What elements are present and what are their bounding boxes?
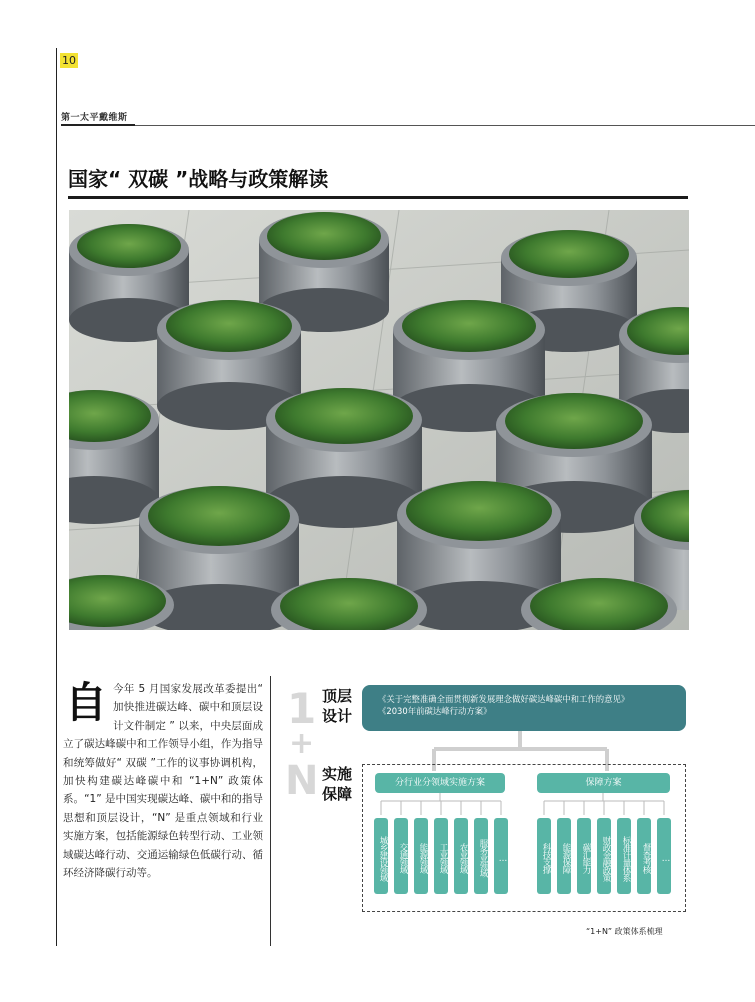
page-number: 10 [62, 54, 76, 67]
diagram-big-n: N [285, 758, 319, 804]
guarantee-item: … [657, 818, 671, 894]
column-divider [270, 676, 271, 946]
group-guarantee-plans: 保障方案 [537, 773, 670, 793]
label-top-design: 顶层设计 [322, 687, 353, 725]
diagram-big-plus: + [289, 726, 315, 761]
group-sector-plans: 分行业分领域实施方案 [375, 773, 505, 793]
guarantee-item: 碳汇能力 [577, 818, 591, 894]
guarantee-item: 标准计量体系 [617, 818, 631, 894]
guarantee-item: 科技支撑 [537, 818, 551, 894]
guarantee-item: 督查考核 [637, 818, 651, 894]
sector-item: 城乡建设领域 [374, 818, 388, 894]
sector-item: 工业领域 [434, 818, 448, 894]
page-margin-rule [56, 48, 57, 946]
article-title: 国家“ 双碳 ”战略与政策解读 [68, 167, 329, 191]
section-header: 第一太平戴维斯 [61, 113, 128, 123]
figure-caption: “1+N” 政策体系梳理 [586, 927, 663, 936]
body-text: 今年 5 月国家发展改革委提出“ 加快推进碳达峰、碳中和顶层设计文件制定 ” 以来，中央层面成立了碳达峰碳中和工作领导小组，作为指导和统筹做好“ 双碳 ”工作的议事协调机构，加快构建碳达峰碳中和 “1+N” 政策体系。“1” 是中国实现碳达峰、碳中和的指导思想和顶层设计，“N” 是重点领域和行业实施方案，包括能源绿色转型行动、工业领域碳达峰行动、交通运输绿色低碳行动、循环经济降碳行动等。 [63, 683, 263, 880]
hero-photo-grass-planters [69, 210, 689, 630]
top-doc-2: 《2030年前碳达峰行动方案》 [378, 706, 492, 716]
guarantee-item: 财政金融政策 [597, 818, 611, 894]
body-paragraph [63, 680, 263, 882]
sector-item: 服务业领域 [474, 818, 488, 894]
guarantee-item: 能源保障 [557, 818, 571, 894]
section-divider [61, 125, 755, 126]
dropcap: 自 [65, 678, 108, 727]
title-underline [68, 196, 688, 199]
label-implementation: 实施保障 [322, 765, 353, 803]
sector-item: … [494, 818, 508, 894]
top-design-box [362, 685, 686, 731]
top-doc-1: 《关于完整准确全面贯彻新发展理念做好碳达峰碳中和工作的意见》 [378, 694, 630, 704]
section-divider-accent [61, 124, 135, 126]
sector-item: 交通领域 [394, 818, 408, 894]
sector-item: 能源领域 [414, 818, 428, 894]
diagram-big-one: 1 [287, 684, 317, 733]
sector-item: 农业领域 [454, 818, 468, 894]
